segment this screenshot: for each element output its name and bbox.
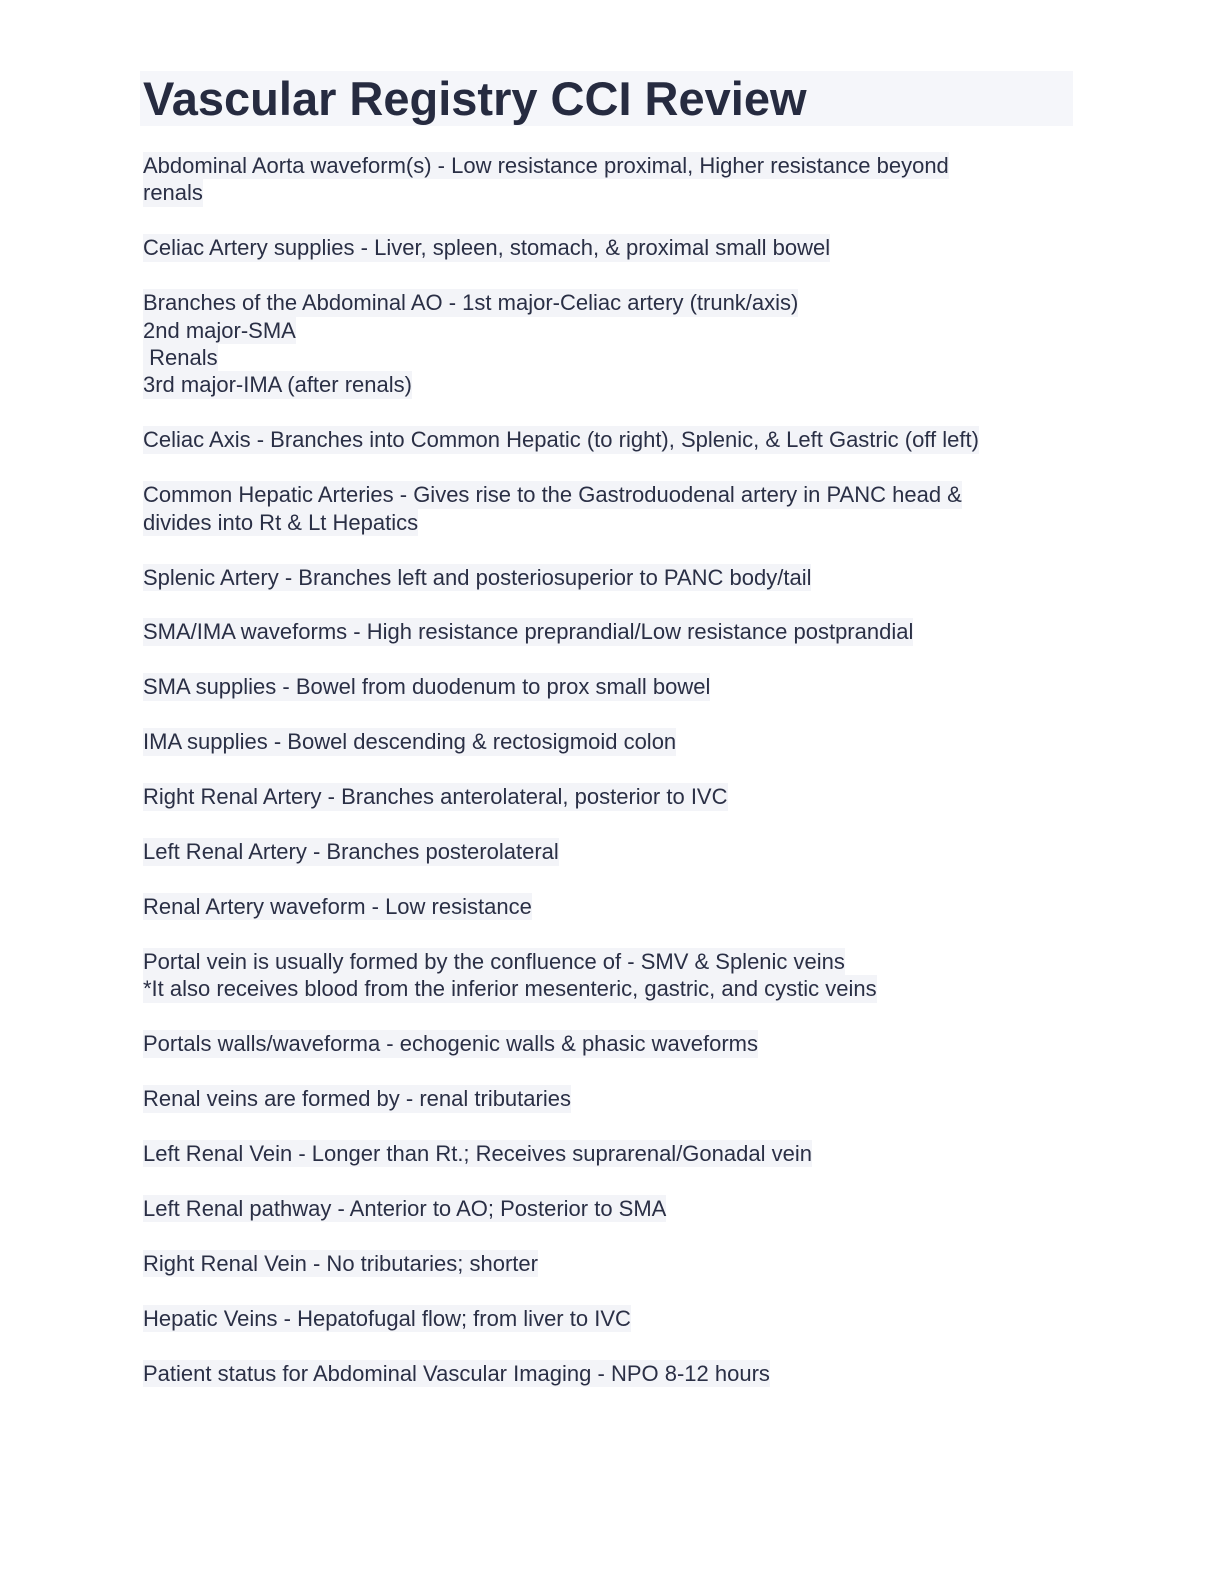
entry-line-row	[143, 728, 1073, 755]
entry-line-row	[143, 234, 1073, 261]
entry-line-row	[143, 426, 1073, 453]
entry-line: Right Renal Vein - No tributaries; shorter	[143, 1250, 538, 1276]
entry-line-row	[143, 179, 1073, 206]
entry-line-row	[143, 344, 1073, 371]
entry-line: Renal Artery waveform - Low resistance	[143, 894, 532, 919]
entry-line: SMA/IMA waveforms - High resistance preprandial/Low resistance postprandial	[143, 619, 914, 645]
entry-line-row	[143, 371, 1073, 398]
entry-line: Abdominal Aorta waveform(s) - Low resistance proximal, Higher resistance beyond	[143, 153, 949, 178]
entry-line: Hepatic Veins - Hepatofugal flow; from liver to IVC	[143, 1305, 631, 1331]
entry-line: Portals walls/waveforma - echogenic walls & phasic waveforms	[143, 1031, 759, 1057]
flashcard-entry	[143, 618, 1073, 645]
entry-line: Left Renal Vein - Longer than Rt.; Receives suprarenal/Gonadal vein	[143, 1141, 812, 1167]
entry-line-row	[143, 289, 1073, 316]
entry-line-row	[143, 1140, 1073, 1167]
entry-line-row	[143, 1360, 1073, 1387]
entry-line-row	[143, 618, 1073, 645]
flashcard-entry	[143, 948, 1073, 1003]
entry-line: Celiac Axis - Branches into Common Hepatic (to right), Splenic, & Left Gastric (off left)	[143, 427, 979, 453]
entry-line: Renal veins are formed by - renal tributaries	[143, 1086, 571, 1112]
entry-line-row	[143, 152, 1073, 179]
entry-line-row	[143, 1085, 1073, 1112]
flashcard-entry	[143, 838, 1073, 865]
entry-line-row	[143, 975, 1073, 1002]
entry-line: *It also receives blood from the inferior mesenteric, gastric, and cystic veins	[143, 976, 877, 1002]
entry-line-row	[143, 1030, 1073, 1057]
flashcard-entry	[143, 234, 1073, 261]
flashcard-entry	[143, 1250, 1073, 1277]
flashcard-entry	[143, 1305, 1073, 1332]
entry-line-row	[143, 1305, 1073, 1332]
flashcard-entry	[143, 426, 1073, 453]
flashcard-entry	[143, 1195, 1073, 1222]
entry-line: Branches of the Abdominal AO - 1st major-Celiac artery (trunk/axis)	[143, 290, 799, 316]
entry-line: Right Renal Artery - Branches anterolateral, posterior to IVC	[143, 784, 728, 810]
entry-line: IMA supplies - Bowel descending & rectosigmoid colon	[143, 729, 677, 755]
entry-line: Portal vein is usually formed by the confluence of - SMV & Splenic veins	[143, 948, 845, 974]
flashcard-entry	[143, 1030, 1073, 1057]
entry-line: Common Hepatic Arteries - Gives rise to the Gastroduodenal artery in PANC head &	[143, 482, 962, 508]
entry-line-row	[143, 783, 1073, 810]
flashcard-entry	[143, 481, 1073, 536]
flashcard-entry	[143, 1360, 1073, 1387]
entry-line: divides into Rt & Lt Hepatics	[143, 509, 419, 535]
entry-line-row	[143, 673, 1073, 700]
entry-line: SMA supplies - Bowel from duodenum to prox small bowel	[143, 674, 711, 700]
entry-line: 3rd major-IMA (after renals)	[143, 372, 412, 398]
flashcard-entry	[143, 728, 1073, 755]
flashcard-entry	[143, 1140, 1073, 1167]
flashcard-entry	[143, 673, 1073, 700]
entry-line: Left Renal Artery - Branches posterolateral	[143, 839, 559, 865]
flashcard-entry	[143, 1085, 1073, 1112]
entry-line-row	[143, 893, 1073, 920]
entry-line: 2nd major-SMA	[143, 317, 296, 343]
entry-line-row	[143, 564, 1073, 591]
entry-line-row	[143, 1195, 1073, 1222]
entry-line-row	[143, 1250, 1073, 1277]
entry-line: Splenic Artery - Branches left and posteriosuperior to PANC body/tail	[143, 564, 812, 590]
entry-line-row	[143, 948, 1073, 975]
entry-line-row	[143, 317, 1073, 344]
flashcard-entry	[143, 152, 1073, 207]
flashcard-entry	[143, 893, 1073, 920]
entry-line: renals	[143, 180, 203, 206]
entry-line-row	[143, 838, 1073, 865]
entry-line: Renals	[143, 345, 218, 371]
entry-line-row	[143, 481, 1073, 508]
entry-line: Patient status for Abdominal Vascular Imaging - NPO 8-12 hours	[143, 1360, 770, 1386]
entry-line: Left Renal pathway - Anterior to AO; Posterior to SMA	[143, 1195, 667, 1221]
flashcard-list	[143, 152, 1073, 1415]
entry-line-row	[143, 509, 1073, 536]
flashcard-entry	[143, 289, 1073, 399]
flashcard-entry	[143, 564, 1073, 591]
entry-line: Celiac Artery supplies - Liver, spleen, stomach, & proximal small bowel	[143, 235, 831, 261]
page-title: Vascular Registry CCI Review	[143, 72, 807, 125]
flashcard-entry	[143, 783, 1073, 810]
